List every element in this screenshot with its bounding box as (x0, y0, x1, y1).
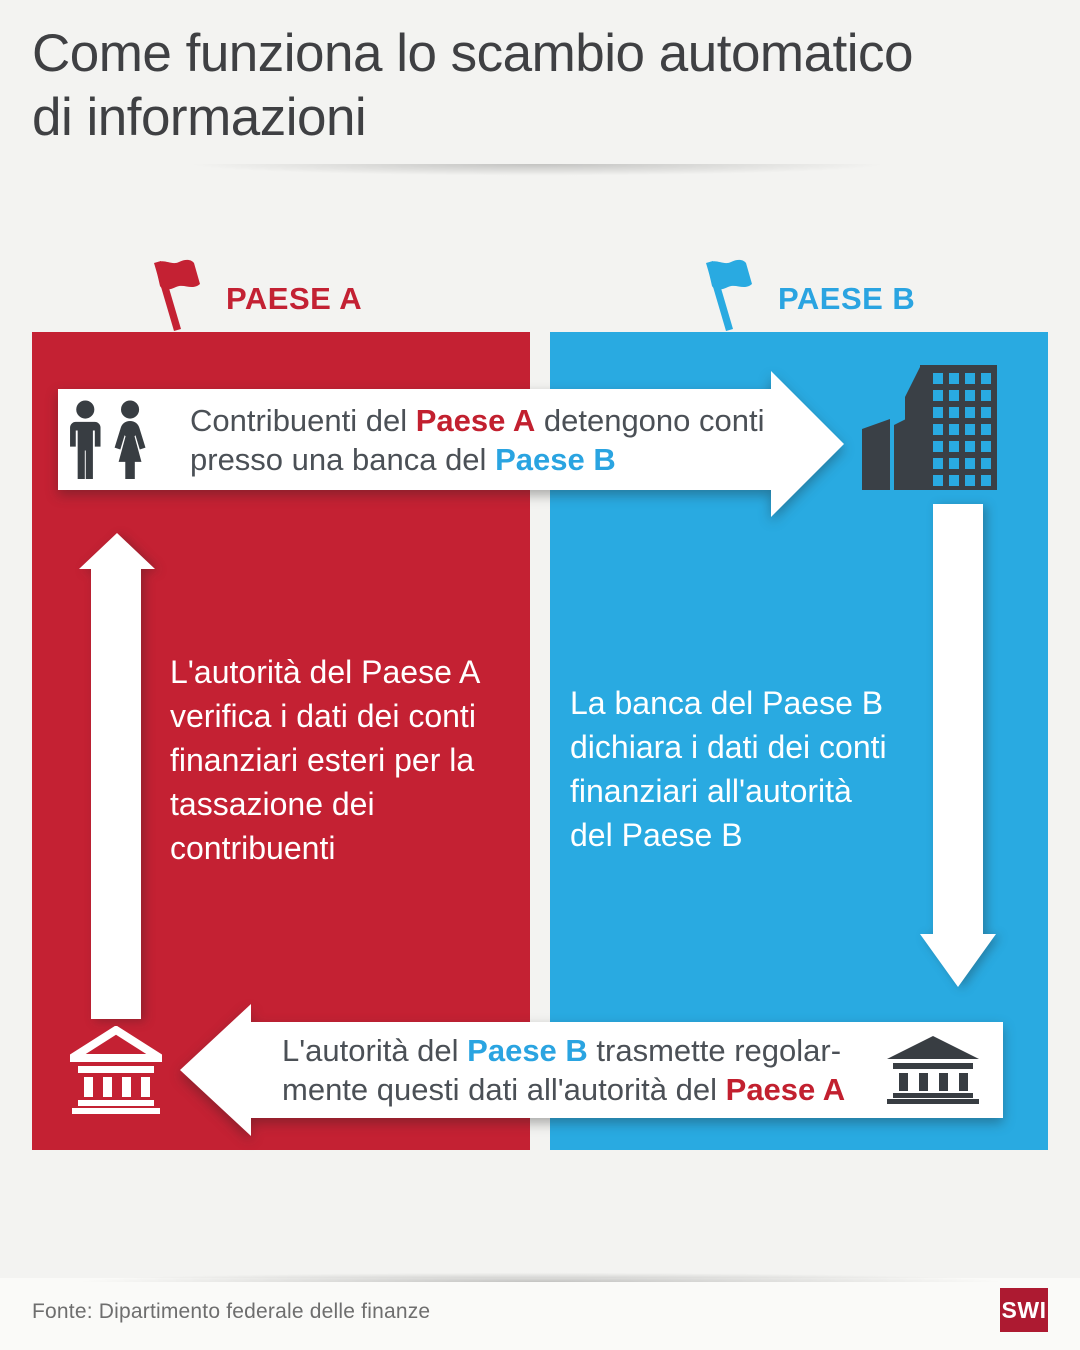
step-bottom-text-line2 (282, 1070, 845, 1109)
page-title-line1: Come funziona lo scambio automatico (32, 24, 914, 83)
step-top-banner-body (58, 389, 772, 490)
step-bottom-paese-a: Paese A (725, 1072, 846, 1107)
step-top-seg: presso una banca del (190, 441, 496, 477)
step-authority-a-line: tassazione dei (170, 786, 375, 822)
step-authority-a-line: contribuenti (170, 830, 336, 866)
step-authority-a-line: L'autorità del Paese A (170, 654, 481, 690)
step-bottom-seg: mente questi dati all'autorità del (282, 1072, 726, 1107)
authority-b-bank-icon (885, 1036, 981, 1104)
arrow-right-head (771, 371, 845, 517)
arrow-up-icon (79, 533, 155, 1019)
step-bottom-paese-b: Paese B (467, 1033, 588, 1068)
step-top-seg: Contribuenti del (190, 402, 416, 438)
page-title (32, 22, 1042, 150)
arrow-down-icon (920, 504, 996, 987)
step-top-paese-b: Paese B (495, 441, 616, 477)
step-authority-a-text (170, 650, 515, 870)
arrow-left-head (180, 1004, 251, 1136)
step-bottom-banner (180, 1004, 1023, 1136)
step-bank-b-text (570, 681, 930, 857)
step-top-seg: detengono conti (535, 402, 765, 438)
step-bottom-seg: L'autorità del (282, 1033, 468, 1068)
step-top-text-line1 (190, 401, 765, 440)
step-top-text (190, 401, 765, 479)
page-title-line2: di informazioni (32, 88, 367, 147)
country-b-label: PAESE B (778, 281, 916, 316)
swi-logo-text: SWI (1001, 1296, 1047, 1323)
title-divider-shadow (55, 164, 1020, 180)
step-authority-a-line: finanziari esteri per la (170, 742, 475, 778)
step-bank-b-line: La banca del Paese B (570, 685, 884, 721)
source-text: Fonte: Dipartimento federale delle finanze (32, 1300, 431, 1323)
step-bottom-text (282, 1031, 845, 1109)
footer-divider-shadow (0, 1270, 1080, 1282)
taxpayers-couple-icon (68, 400, 154, 480)
flag-a-icon (140, 257, 204, 331)
step-bottom-seg: trasmette regolar- (587, 1033, 842, 1068)
step-bank-b-line: finanziari all'autorità (570, 773, 852, 809)
step-bottom-text-line1 (282, 1031, 845, 1070)
step-bank-b-line: dichiara i dati dei conti (570, 729, 887, 765)
country-a-label: PAESE A (226, 281, 363, 316)
step-bottom-banner-body (250, 1022, 1003, 1118)
flag-b-icon (692, 257, 756, 331)
step-top-paese-a: Paese A (415, 402, 536, 438)
swi-logo (1000, 1288, 1048, 1332)
step-authority-a-line: verifica i dati dei conti (170, 698, 476, 734)
office-building-icon (855, 363, 1003, 490)
step-top-text-line2 (190, 440, 765, 479)
authority-a-bank-icon (70, 1026, 162, 1114)
step-bank-b-line: del Paese B (570, 817, 743, 853)
step-top-banner (58, 371, 845, 517)
